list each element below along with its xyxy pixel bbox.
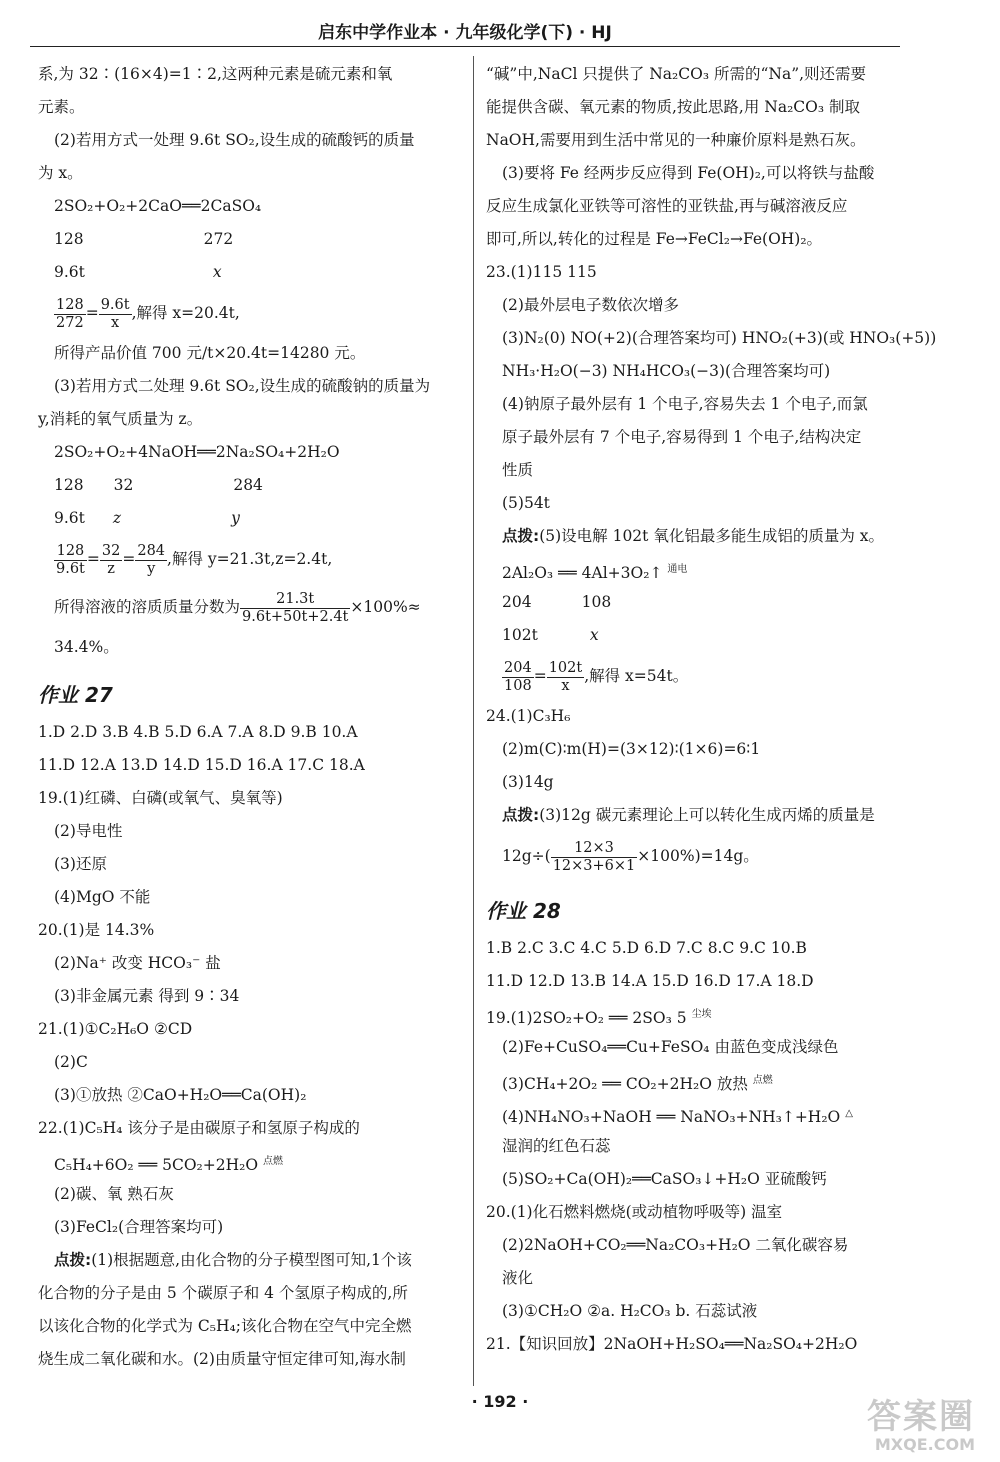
fraction-line: 所得溶液的溶质质量分数为 $\frac{21.3t}{9.6t+50t+2.4t}$ ×100%≈ — [54, 590, 421, 625]
fraction-line: $\frac{128}{272}$ = $\frac{9.6t}{x}$ ,解得 x=20.4t, — [56, 296, 240, 331]
text-line: 能提供含碳、氧元素的物质,按此思路,用 Na₂CO₃ 制取 — [486, 98, 861, 116]
answer-row: 11.D 12.D 13.B 14.A 15.D 16.D 17.A 18.D — [486, 972, 814, 990]
equation: 2Al₂O₃ ══ 4Al+3O₂↑ $^{通电}$ — [502, 564, 688, 583]
section-title: 作业 27 — [38, 683, 113, 707]
text-line: (2)导电性 — [54, 822, 123, 840]
text-line: y,消耗的氧气质量为 z。 — [38, 410, 203, 428]
hint-line: 点拨:(5)设电解 102t 氧化铝最多能生成铝的质量为 x。 — [502, 527, 884, 545]
watermark-logo: 答案圈 MXQE.COM — [867, 1397, 975, 1454]
equation: C₅H₄+6O₂ ══ 5CO₂+2H₂O $^{点燃}$ — [54, 1156, 283, 1175]
fraction: $\frac{128}{272}$ — [56, 296, 84, 331]
text-line: (5)54t — [502, 494, 550, 512]
hint-line: 点拨:(3)12g 碳元素理论上可以转化生成丙烯的质量是 — [502, 806, 875, 824]
text-line: (3)①CH₂O ②a. H₂CO₃ b. 石蕊试液 — [502, 1302, 758, 1320]
fraction-line: $\frac{128}{9.6t}$ = $\frac{32}{z}$ = $\frac{284}{y}$ ,解得 y=21.3t,z=2.4t, — [56, 542, 333, 577]
text-line: (4)钠原子最外层有 1 个电子,容易失去 1 个电子,而氯 — [502, 395, 868, 413]
fraction: $\frac{204}{108}$ — [504, 659, 532, 694]
hint-line: 点拨:(1)根据题意,由化合物的分子模型图可知,1个该 — [54, 1251, 412, 1269]
text-line: 为 x。 — [38, 164, 83, 182]
text-line: 烧生成二氧化碳和水。(2)由质量守恒定律可知,海水制 — [38, 1350, 406, 1368]
ratio-line: 9.6t z y — [54, 509, 240, 527]
text-line: 以该化合物的化学式为 C₅H₄;该化合物在空气中完全燃 — [38, 1317, 412, 1335]
equation: 19.(1)2SO₂+O₂ ══ 2SO₃ 5 $^{尘埃}$ — [486, 1009, 712, 1028]
text-line: (3)若用方式二处理 9.6t SO₂,设生成的硫酸钠的质量为 — [54, 377, 431, 395]
text-line: (3)N₂(0) NO(+2)(合理答案均可) HNO₂(+3)(或 HNO₃(+5)) — [502, 329, 937, 347]
fraction: $\frac{12\times 3}{12\times 3+6\times 1}$ — [552, 839, 636, 874]
text-line: 24.(1)C₃H₆ — [486, 707, 571, 725]
text-line: (3)非金属元素 得到 9∶34 — [54, 987, 240, 1005]
equation: 2SO₂+O₂+4NaOH══2Na₂SO₄+2H₂O — [54, 443, 340, 461]
text-line: (3)①放热 ②CaO+H₂O══Ca(OH)₂ — [54, 1086, 307, 1104]
text-line: 液化 — [502, 1269, 534, 1287]
ratio-line: 102t x — [502, 626, 599, 644]
equation: 2SO₂+O₂+2CaO══2CaSO₄ — [54, 197, 262, 215]
page-number: · 192 · — [471, 1392, 529, 1411]
text-line: (2)m(C)∶m(H)=(3×12)∶(1×6)=6∶1 — [502, 740, 761, 758]
text-line: 20.(1)化石燃料燃烧(或动植物呼吸等) 温室 — [486, 1203, 783, 1221]
answer-row: 1.B 2.C 3.C 4.C 5.D 6.D 7.C 8.C 9.C 10.B — [486, 939, 807, 957]
equation: (4)NH₄NO₃+NaOH ══ NaNO₃+NH₃↑+H₂O △ — [502, 1108, 853, 1127]
equation: 21.【知识回放】2NaOH+H₂SO₄══Na₂SO₄+2H₂O — [486, 1335, 858, 1353]
equation: (3)CH₄+2O₂ ══ CO₂+2H₂O 放热 $^{点燃}$ — [502, 1075, 773, 1094]
text-line: 22.(1)C₅H₄ 该分子是由碳原子和氢原子构成的 — [38, 1119, 360, 1137]
text-line: 原子最外层有 7 个电子,容易得到 1 个电子,结构决定 — [502, 428, 862, 446]
text-line: (2)若用方式一处理 9.6t SO₂,设生成的硫酸钙的质量 — [54, 131, 415, 149]
reaction-condition: 尘埃 — [691, 1009, 712, 1020]
text-line: 湿润的红色石蕊 — [502, 1137, 611, 1155]
text-line: (2)碳、氧 熟石灰 — [54, 1185, 174, 1203]
text-line: (3)FeCl₂(合理答案均可) — [54, 1218, 224, 1236]
fraction: $\frac{102t}{x}$ — [548, 659, 583, 694]
text-line: 所得产品价值 700 元/t×20.4t=14280 元。 — [54, 344, 366, 362]
ratio-line: 128 32 284 — [54, 476, 263, 494]
answer-row: 11.D 12.A 13.D 14.D 15.D 16.A 17.C 18.A — [38, 756, 365, 774]
text-line: (3)14g — [502, 773, 554, 791]
text-line: 20.(1)是 14.3% — [38, 921, 155, 939]
text-line: (4)MgO 不能 — [54, 888, 151, 906]
text-line: 23.(1)115 115 — [486, 263, 597, 281]
fraction: $\frac{128}{9.6t}$ — [56, 542, 85, 577]
reaction-condition: 点燃 — [752, 1075, 773, 1086]
text-line: 元素。 — [38, 98, 85, 116]
reaction-condition: 通电 — [667, 564, 688, 575]
fraction-line: 12g÷( $\frac{12\times 3}{12\times 3+6\times 1}$ ×100%)=14g。 — [502, 839, 759, 874]
text-line: 反应生成氯化亚铁等可溶性的亚铁盐,再与碱溶液反应 — [486, 197, 848, 215]
text-line: (3)要将 Fe 经两步反应得到 Fe(OH)₂,可以将铁与盐酸 — [502, 164, 875, 182]
section-title: 作业 28 — [486, 899, 561, 923]
text-line: 化合物的分子是由 5 个碳原子和 4 个氢原子构成的,所 — [38, 1284, 408, 1302]
ratio-line: 128 272 — [54, 230, 234, 248]
right-column — [486, 58, 937, 1361]
column-divider — [473, 56, 474, 1386]
ratio-line: 9.6t x — [54, 263, 222, 281]
page-header: 启东中学作业本 · 九年级化学(下) · HJ — [318, 23, 612, 43]
text-line: 系,为 32∶(16×4)=1∶2,这两种元素是硫元素和氧 — [38, 65, 393, 83]
text-line: (2)最外层电子数依次增多 — [502, 296, 679, 314]
fraction: $\frac{21.3t}{9.6t+50t+2.4t}$ — [242, 590, 349, 625]
text-line: 19.(1)红磷、白磷(或氧气、臭氧等) — [38, 789, 283, 807]
ratio-line: 204 108 — [502, 593, 612, 611]
text-line: (2)Fe+CuSO₄══Cu+FeSO₄ 由蓝色变成浅绿色 — [502, 1038, 839, 1056]
header-rule — [30, 46, 900, 47]
text-line: NaOH,需要用到生活中常见的一种廉价原料是熟石灰。 — [486, 131, 866, 149]
fraction: $\frac{284}{y}$ — [137, 542, 166, 577]
answer-row: 1.D 2.D 3.B 4.B 5.D 6.A 7.A 8.D 9.B 10.A — [38, 723, 358, 741]
reaction-condition: 点燃 — [262, 1156, 283, 1167]
text-line: (2)Na⁺ 改变 HCO₃⁻ 盐 — [54, 954, 221, 972]
text-line: 21.(1)①C₂H₆O ②CD — [38, 1020, 193, 1038]
reaction-condition: △ — [845, 1108, 853, 1119]
text-line: 性质 — [502, 461, 534, 479]
text-line: NH₃·H₂O(−3) NH₄HCO₃(−3)(合理答案均可) — [502, 362, 831, 380]
text-line: 34.4%。 — [54, 638, 119, 656]
left-column — [38, 58, 458, 1376]
equation: (2)2NaOH+CO₂══Na₂CO₃+H₂O 二氧化碳容易 — [502, 1236, 849, 1254]
text-line: 即可,所以,转化的过程是 Fe→FeCl₂→Fe(OH)₂。 — [486, 230, 823, 248]
fraction-line: $\frac{204}{108}$ = $\frac{102t}{x}$ ,解得 x=54t。 — [504, 659, 689, 694]
fraction: $\frac{9.6t}{x}$ — [100, 296, 130, 331]
equation: (5)SO₂+Ca(OH)₂══CaSO₃↓+H₂O 亚硫酸钙 — [502, 1170, 827, 1188]
text-line: “碱”中,NaCl 只提供了 Na₂CO₃ 所需的“Na”,则还需要 — [486, 65, 867, 83]
text-line: (3)还原 — [54, 855, 107, 873]
fraction: $\frac{32}{z}$ — [101, 542, 121, 577]
text-line: (2)C — [54, 1053, 88, 1071]
